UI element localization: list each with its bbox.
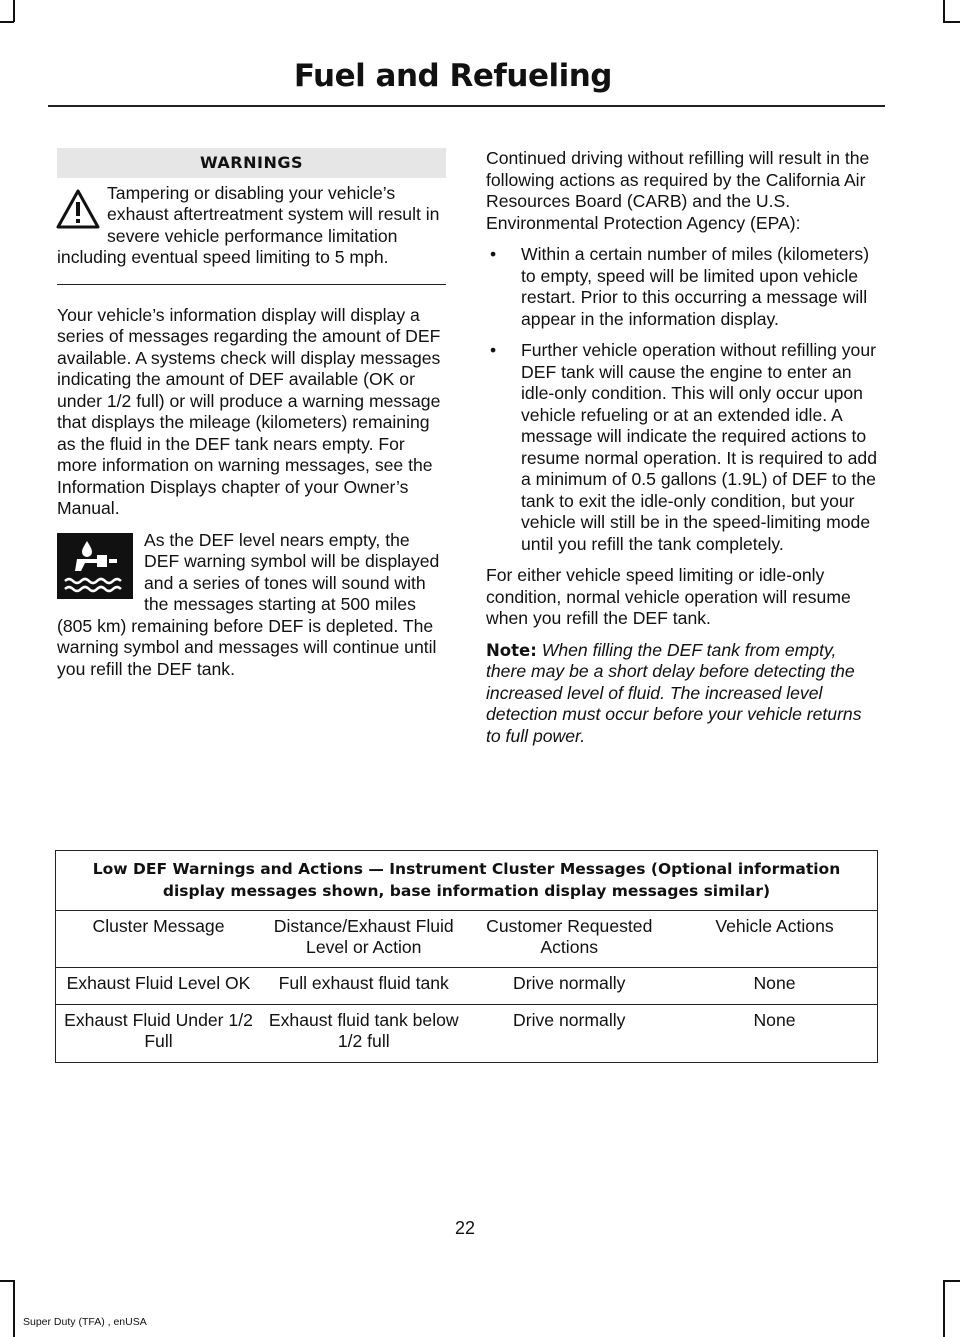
footer-model: Super Duty (TFA) , enUSA <box>23 1316 147 1328</box>
divider <box>57 284 446 285</box>
note-label: Note: <box>486 640 537 660</box>
paragraph: Continued driving without refilling will result in the following actions as required by the California Air Resources Board (CARB) and the U.S. Environmental Protection Agency (EPA): <box>486 148 870 233</box>
paragraph: As the DEF level nears empty, the DEF warning symbol will be displayed and a series of tones will sound with the messages starting at 500 miles (805 km) remaining before DEF is depleted. The warning symbol and messages will continue until you refill the DEF tank. <box>57 529 440 679</box>
note <box>486 640 879 748</box>
paragraph: For either vehicle speed limiting or idle-only condition, normal vehicle operation will resume when you refill the DEF tank. <box>486 565 851 628</box>
table-cell: None <box>672 968 878 1005</box>
note-text: When filling the DEF tank from empty, there may be a short delay before detecting the increased level of fluid. The increased level detection must occur before your vehicle returns to full power. <box>486 639 862 746</box>
list-item-text: Further vehicle operation without refilling your DEF tank will cause the engine to enter an idle-only condition. This will only occur upon vehicle refueling or at an extended idle. A message will indicate the required actions to resume normal operation. It is required to add a minimum of 0.5 gallons (1.9L) of DEF to the tank to exit the idle-only condition, but your vehicle will still be in the speed-limiting mode until you refill the tank completely. <box>521 340 877 554</box>
bullet-list <box>486 244 879 555</box>
table-cell: None <box>672 1005 878 1063</box>
table-cell: Full exhaust fluid tank <box>261 968 467 1005</box>
list-item-text: Within a certain number of miles (kilometers) to empty, speed will be limited upon vehicle restart. Prior to this occurring a message will appear in the information display. <box>521 244 870 329</box>
table-cell: Exhaust fluid tank below 1/2 full <box>261 1005 467 1063</box>
crop-mark <box>0 21 14 23</box>
table-cell: Drive normally <box>467 968 673 1005</box>
table-cell: Drive normally <box>467 1005 673 1063</box>
left-column <box>57 148 446 680</box>
crop-mark <box>943 0 945 22</box>
crop-mark <box>943 1280 945 1337</box>
table-row <box>56 1005 878 1063</box>
list-item <box>486 244 879 330</box>
list-item <box>486 340 879 555</box>
column-header: Customer Requested Actions <box>467 911 673 968</box>
right-column <box>486 148 879 757</box>
page-title: Fuel and Refueling <box>293 58 612 94</box>
warnings-box <box>57 183 446 269</box>
column-header: Distance/Exhaust Fluid Level or Action <box>261 911 467 968</box>
crop-mark <box>13 0 15 22</box>
crop-mark <box>13 1280 15 1337</box>
column-header: Cluster Message <box>56 911 262 968</box>
bullet-marker: • <box>490 340 497 360</box>
crop-mark <box>0 1280 14 1282</box>
table-caption: Low DEF Warnings and Actions — Instrument Cluster Messages (Optional information display messages shown, base information display messages similar) <box>56 851 878 911</box>
warning-text: Tampering or disabling your vehicle’s exhaust aftertreatment system will result in severe vehicle performance limitation including eventual speed limiting to 5 mph. <box>57 182 440 267</box>
paragraph: Your vehicle’s information display will display a series of messages regarding the amount of DEF available. A systems check will display messages indicating the amount of DEF available (OK or under 1/2 full) or will produce a warning message that displays the mileage (kilometers) remaining as the fluid in the DEF tank nears empty. For more information on warning messages, see the Information Displays chapter of your Owner’s Manual. <box>57 304 441 518</box>
crop-mark <box>943 1280 960 1282</box>
table-cell: Exhaust Fluid Level OK <box>56 968 262 1005</box>
header-divider <box>48 105 885 107</box>
bullet-marker: • <box>490 244 497 264</box>
def-warning-icon <box>57 533 133 599</box>
column-header: Vehicle Actions <box>672 911 878 968</box>
warning-triangle-icon <box>55 187 101 233</box>
page-number: 22 <box>454 1218 476 1238</box>
table-row <box>56 968 878 1005</box>
table-cell: Exhaust Fluid Under 1/2 Full <box>56 1005 262 1063</box>
warnings-heading: WARNINGS <box>57 148 446 178</box>
table-header-row <box>56 911 878 968</box>
crop-mark <box>943 21 960 23</box>
def-warnings-table <box>55 850 878 1063</box>
def-paragraph <box>57 530 446 681</box>
